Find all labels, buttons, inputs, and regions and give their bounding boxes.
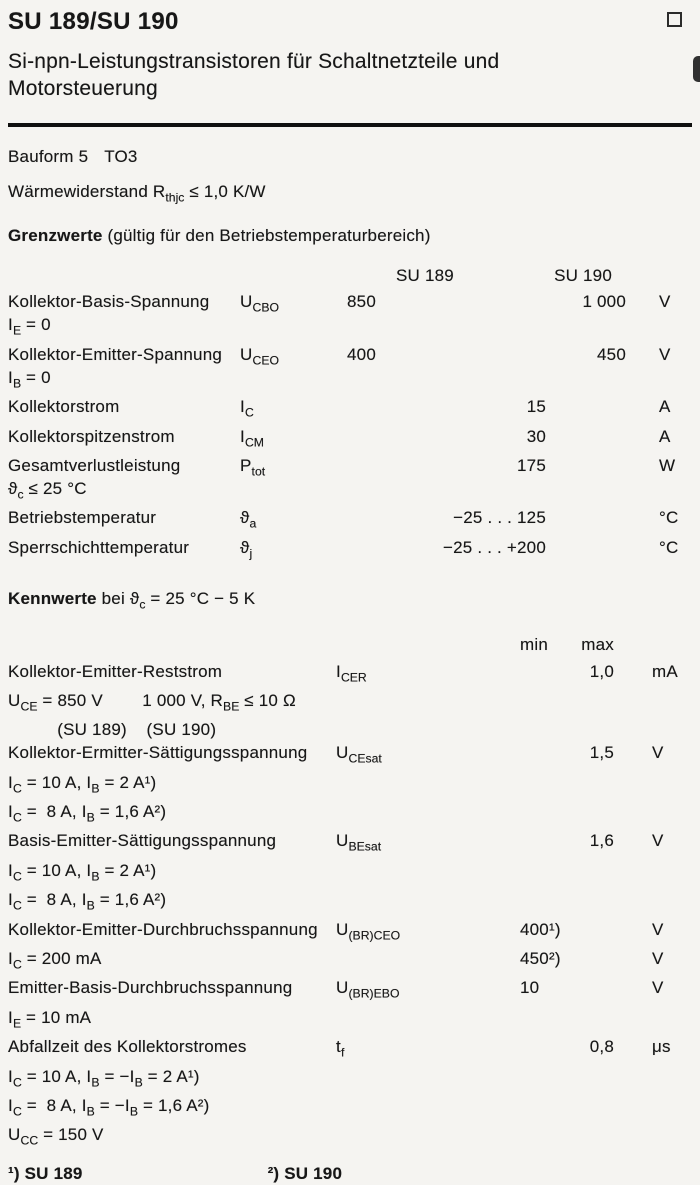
page-marker-box <box>667 12 682 27</box>
param-condition: $I_E = 0$ <box>8 315 51 338</box>
table-row <box>8 425 692 454</box>
param-symbol: $I_C$ <box>240 397 254 420</box>
param-unit: V <box>652 743 664 763</box>
kennwert-entry <box>8 829 692 917</box>
param-symbol: $U_{CBO}$ <box>240 292 279 315</box>
param-value-su189: 850 <box>347 292 376 312</box>
param-value: −25 . . . +200 <box>443 537 546 557</box>
param-name: Betriebstemperatur <box>8 508 157 528</box>
param-value-max: 0,8 <box>589 1037 614 1057</box>
grenzwerte-column-headers <box>8 264 692 287</box>
column-header-su189: SU 189 <box>396 266 454 286</box>
kennwert-entry <box>8 660 692 742</box>
param-value-max: 1,5 <box>589 743 614 763</box>
table-row <box>8 395 692 424</box>
param-condition: $I_C = 8$ A, $I_B = 1,6$ A²) <box>8 890 167 913</box>
param-name: Basis-Emitter-Sättigungsspannung <box>8 831 277 851</box>
kennwert-entry <box>8 918 692 977</box>
table-row <box>8 536 692 565</box>
param-condition: $I_C = 8$ A, $I_B = 1,6$ A²) <box>8 802 167 825</box>
kennwerte-heading-note: bei $ϑ_c = 25$ °C − 5 K <box>96 589 256 612</box>
grenzwerte-heading-note: (gültig für den Betriebstemperaturbereich) <box>102 226 431 246</box>
param-name: Kollektor-Basis-Spannung <box>8 292 210 312</box>
param-value-su189: 400 <box>347 344 376 364</box>
param-symbol: $U_{(BR)EBO}$ <box>336 978 400 1001</box>
table-row <box>8 1035 692 1064</box>
param-name-cell <box>8 343 240 395</box>
param-symbol: $U_{(BR)CEO}$ <box>336 919 401 943</box>
param-symbol: $U_{CEO}$ <box>240 344 279 368</box>
scan-smudge <box>693 56 700 82</box>
param-symbol: $I_{CER}$ <box>336 661 367 684</box>
title-row <box>8 6 692 35</box>
column-header-min: min <box>520 634 548 654</box>
param-name: Kollektorspitzenstrom <box>8 426 175 446</box>
param-value: 175 <box>517 455 546 475</box>
param-value: 30 <box>526 426 546 446</box>
subtitle: Si-npn-Leistungstransistoren für Schaltnetzteile und Motorsteuerung <box>8 50 500 100</box>
table-row <box>8 660 692 689</box>
param-unit: V <box>652 978 664 998</box>
param-unit: °C <box>659 508 679 528</box>
table-row <box>8 918 692 947</box>
param-value: −25 . . . 125 <box>453 508 546 528</box>
param-symbol: $U_{CEsat}$ <box>336 743 382 766</box>
grenzwerte-heading: Grenzwerte <box>8 226 103 246</box>
param-unit: μs <box>652 1037 671 1057</box>
param-condition: $I_E = 10$ mA <box>8 1007 92 1031</box>
spacer <box>336 633 516 656</box>
footnote-2: ²) SU 190 <box>267 1163 343 1183</box>
package-label: TO3 <box>104 147 138 166</box>
grenzwerte-table <box>8 290 692 565</box>
param-symbol: $U_{BEsat}$ <box>336 831 382 854</box>
param-condition: $U_{CC} = 150$ V <box>8 1125 104 1148</box>
footnote-1: ¹) SU 189 <box>8 1163 83 1183</box>
spacer <box>8 264 336 287</box>
param-unit: A <box>659 397 671 417</box>
param-value-max: 1,6 <box>589 831 614 851</box>
param-name: Emitter-Basis-Durchbruchsspannung <box>8 978 293 998</box>
param-unit: W <box>659 455 676 475</box>
param-name: Kollektor-Emitter-Durchbruchsspannung <box>8 919 318 939</box>
param-name: Kollektorstrom <box>8 397 120 417</box>
spacer <box>8 633 336 656</box>
table-row <box>8 454 692 506</box>
param-condition: $I_C = 10$ A, $I_B = 2$ A¹) <box>8 772 157 796</box>
param-symbol: $P_{tot}$ <box>240 455 266 479</box>
param-condition: $I_C = 200$ mA <box>8 949 102 972</box>
param-name: Abfallzeit des Kollektorstromes <box>8 1037 247 1057</box>
thermal-resistance-line: Wärmewiderstand $R_{thjc} \le 1,0$ K/W <box>8 182 266 205</box>
param-symbol: $I_{CM}$ <box>240 426 264 449</box>
table-row <box>8 506 692 535</box>
param-value-max: 1,0 <box>589 661 614 681</box>
param-unit: V <box>652 831 664 851</box>
param-symbol: $t_f$ <box>336 1037 345 1060</box>
param-value-su190: 1 000 <box>582 292 626 312</box>
param-value-su190: 450 <box>597 344 626 364</box>
param-unit: A <box>659 426 671 446</box>
param-condition: (SU 189) (SU 190) <box>8 720 217 740</box>
table-row <box>8 947 692 976</box>
param-condition: $I_C = 8$ A, $I_B = -I_B = 1,6$ A²) <box>8 1095 210 1119</box>
param-name: Kollektor-Emitter-Spannung <box>8 344 223 364</box>
param-name: Kollektor-Ermitter-Sättigungsspannung <box>8 743 308 763</box>
column-header-max: max <box>581 634 614 654</box>
kennwerte-heading: Kennwerte <box>8 589 97 609</box>
param-value-min: 10 <box>520 978 540 998</box>
param-name: Sperrschichttemperatur <box>8 537 190 557</box>
type-columns <box>336 264 692 287</box>
table-row <box>8 290 692 342</box>
param-value-min: 400¹) <box>520 919 561 939</box>
param-name: Gesamtverlustleistung <box>8 455 181 475</box>
kennwert-entry <box>8 1035 692 1153</box>
param-unit: V <box>659 344 671 364</box>
param-condition: $I_B = 0$ <box>8 367 51 391</box>
param-value: 15 <box>526 397 546 417</box>
kennwert-entry <box>8 976 692 1035</box>
column-header-su190: SU 190 <box>554 266 612 286</box>
param-name: Kollektor-Emitter-Reststrom <box>8 661 223 681</box>
param-unit: V <box>652 949 664 969</box>
spacer <box>624 633 692 656</box>
param-condition: $U_{CE} = 850$ V 1 000 V, $R_{BE} \le 10$ Ω <box>8 690 296 714</box>
param-condition: $ϑ_c \le 25$ °C <box>8 478 87 502</box>
title-rule <box>8 123 692 127</box>
kennwerte-heading-line <box>8 587 692 616</box>
param-unit: V <box>652 919 664 939</box>
param-condition: $I_C = 10$ A, $I_B = -I_B = 2$ A¹) <box>8 1066 200 1089</box>
param-unit: °C <box>659 537 679 557</box>
param-symbol: $ϑ_a$ <box>240 508 257 531</box>
bauform-label: Bauform 5 <box>8 147 89 166</box>
bauform-line <box>8 145 692 168</box>
table-row <box>8 343 692 395</box>
param-condition: $I_C = 10$ A, $I_B = 2$ A¹) <box>8 860 157 884</box>
param-value-min: 450²) <box>520 949 561 969</box>
grenzwerte-heading-line <box>8 224 692 247</box>
table-row <box>8 976 692 1005</box>
param-name-cell <box>8 454 240 506</box>
param-name-cell <box>8 290 240 342</box>
footnotes <box>8 1162 692 1185</box>
param-symbol: $ϑ_j$ <box>240 537 253 561</box>
kennwerte-column-headers <box>8 633 692 656</box>
kennwert-entry <box>8 741 692 829</box>
table-row <box>8 829 692 858</box>
param-unit: V <box>659 292 671 312</box>
param-unit: mA <box>652 661 678 681</box>
table-row <box>8 741 692 770</box>
kennwerte-table <box>8 660 692 1153</box>
page-title: SU 189/SU 190 <box>8 8 179 35</box>
